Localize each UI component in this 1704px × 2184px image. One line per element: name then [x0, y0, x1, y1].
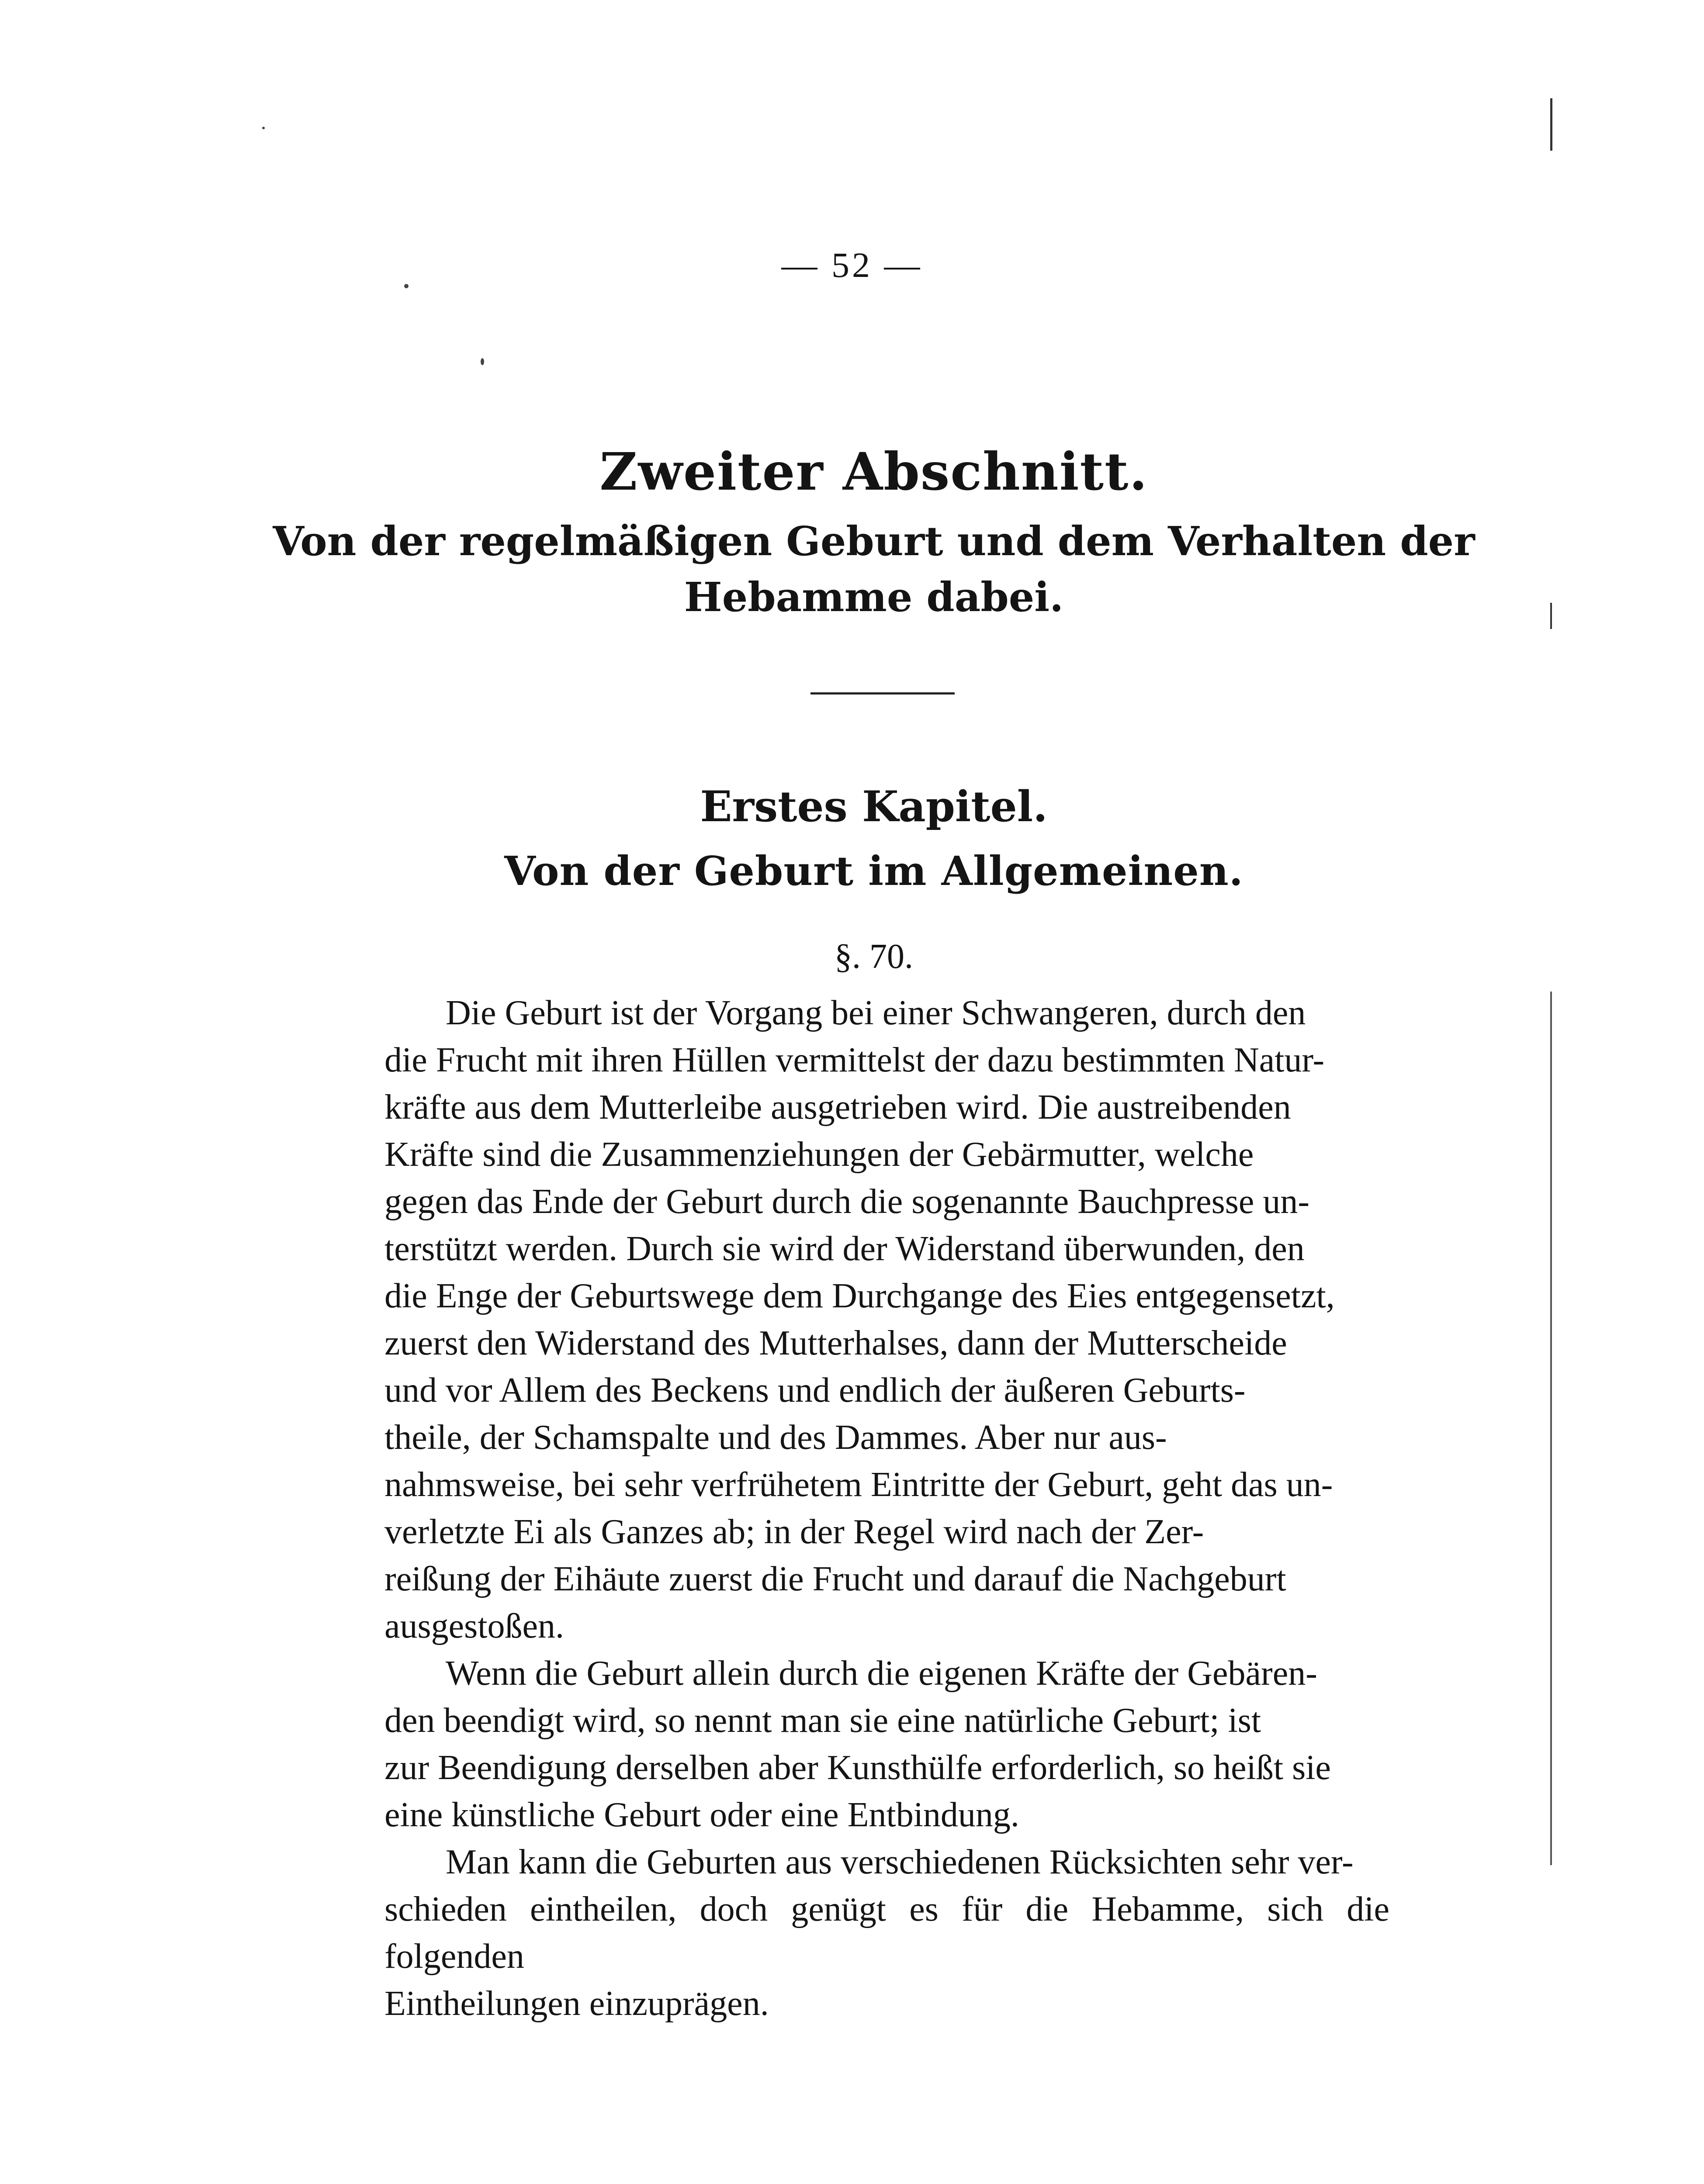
scan-speck: [404, 284, 409, 288]
paragraph-number: §. 70.: [835, 937, 913, 976]
body-paragraph-1: Die Geburt ist der Vorgang bei einer Schwangeren, durch den die Frucht mit ihren Hüllen vermittelst der dazu bestimmten Natur- kräfte aus dem Mutterleibe ausgetrieben wird. Die austreibenden Kräfte sind die Zusammenziehungen der Gebärmutter, welche gegen das Ende der Geburt durch die sogenannte Bauchpresse un- terstützt werden. Durch sie wird der Widerstand überwunden, den die Enge der Geburtswege dem Durchgange des Eies entgegensetzt, zuerst den Widerstand des Mutterhalses, dann der Mutterscheide und vor Allem des Beckens und endlich der äußeren Geburts- theile, der Schamspalte und des Dammes. Aber nur aus- nahmsweise, bei sehr verfrühetem Eintritte der Geburt, geht das un- verletzte Ei als Ganzes ab; in der Regel wird nach der Zer- reißung der Eihäute zuerst die Frucht und darauf die Nachgeburt ausgestoßen.: [384, 994, 1335, 1645]
scan-edge-mark-lower: [1550, 992, 1552, 1865]
chapter-subtitle: Von der Geburt im Allgemeinen.: [504, 847, 1243, 895]
page-number: — 52 —: [781, 245, 923, 285]
scan-speck: [262, 127, 265, 129]
scan-edge-mark-middle: [1550, 603, 1552, 629]
body-paragraph-2: Wenn die Geburt allein durch die eigenen Kräfte der Gebären- den beendigt wird, so nennt man sie eine natürliche Geburt; ist zur Beendigung derselben aber Kunsthülfe erforderlich, so heißt sie eine künstliche Geburt oder eine Entbindung.: [384, 1654, 1331, 1834]
section-title: Zweiter Abschnitt.: [599, 441, 1148, 502]
body-paragraph-3: Man kann die Geburten aus verschiedenen Rücksichten sehr ver- schieden eintheilen, doch genügt es für die Hebamme, sich die folgenden Eintheilungen einzuprägen.: [384, 1843, 1389, 2023]
scan-edge-mark-top: [1550, 98, 1552, 151]
section-divider: [810, 692, 955, 695]
scan-speck: [481, 358, 484, 365]
body-text: [384, 989, 1389, 2027]
chapter-title: Erstes Kapitel.: [700, 782, 1048, 831]
section-subtitle: Von der regelmäßigen Geburt und dem Verhalten der Hebamme dabei.: [273, 518, 1475, 621]
